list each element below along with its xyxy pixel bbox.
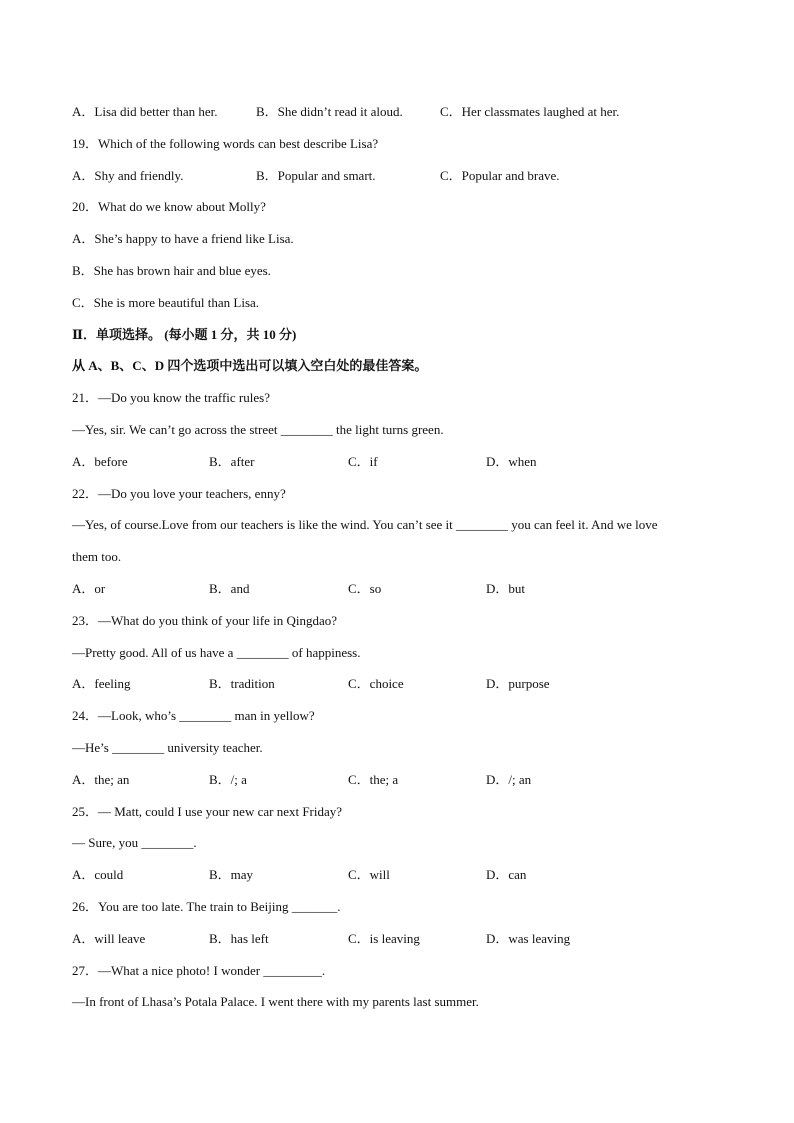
answer-option: D．can xyxy=(486,867,527,883)
answer-option: A．or xyxy=(72,580,106,596)
answer-options xyxy=(72,446,722,478)
answer-option: D．was leaving xyxy=(486,930,571,946)
answer-option: D．but xyxy=(486,580,526,596)
answer-option: B．/; a xyxy=(209,771,247,787)
question-text: C．She is more beautiful than Lisa. xyxy=(72,294,260,310)
question-text: —Yes, of course.Love from our teachers is like the wind. You can’t see it ________ you can feel it. And we love xyxy=(72,517,658,533)
answer-options xyxy=(72,923,722,955)
question-text: —He’s ________ university teacher. xyxy=(72,739,263,755)
answer-options xyxy=(72,573,722,605)
answer-option: C．Her classmates laughed at her. xyxy=(440,104,620,119)
answer-option: B．has left xyxy=(209,930,269,946)
answer-option: B．and xyxy=(209,580,250,596)
answer-option: C．so xyxy=(348,580,382,596)
answer-option: C．if xyxy=(348,453,378,469)
answer-option: D．/; an xyxy=(486,771,532,787)
question-text: 19．Which of the following words can best describe Lisa? xyxy=(72,135,379,151)
answer-option: A．Shy and friendly. xyxy=(72,167,184,183)
question-text: 20．What do we know about Molly? xyxy=(72,199,266,215)
exam-page xyxy=(72,96,722,1018)
question-text: 26．You are too late. The train to Beijing _______. xyxy=(72,898,341,914)
question-text: —In front of Lhasa’s Potala Palace. I went there with my parents last summer. xyxy=(72,994,479,1010)
answer-option: C．the; a xyxy=(348,771,399,787)
question-text: —Pretty good. All of us have a ________ of happiness. xyxy=(72,644,361,660)
answer-option: A．Lisa did better than her. xyxy=(72,104,218,119)
answer-option: B．may xyxy=(209,867,254,883)
answer-option: A．will leave xyxy=(72,930,146,946)
answer-option: C．is leaving xyxy=(348,930,420,946)
question-text: 21．—Do you know the traffic rules? xyxy=(72,390,270,406)
question-text: — Sure, you ________. xyxy=(72,835,197,851)
question-text: 25．— Matt, could I use your new car next Friday? xyxy=(72,803,343,819)
question-text: 24．—Look, who’s ________ man in yellow? xyxy=(72,708,315,724)
answer-option: D．purpose xyxy=(486,676,550,692)
answer-option: A．the; an xyxy=(72,771,130,787)
answer-option: B．She didn’t read it aloud. xyxy=(256,104,403,119)
answer-option: B．Popular and smart. xyxy=(256,167,376,183)
answer-options xyxy=(72,859,722,891)
question-text: B．She has brown hair and blue eyes. xyxy=(72,262,271,278)
question-text: —Yes, sir. We can’t go across the street ________ the light turns green. xyxy=(72,421,444,437)
section-heading: 从 A、B、C、D 四个选项中选出可以填入空白处的最佳答案。 xyxy=(72,358,428,374)
answer-options xyxy=(72,764,722,796)
answer-option: B．after xyxy=(209,453,255,469)
answer-option: B．tradition xyxy=(209,676,275,692)
question-text: 22．—Do you love your teachers, enny? xyxy=(72,485,286,501)
question-text: 27．—What a nice photo! I wonder _________. xyxy=(72,962,326,978)
question-text: 23．—What do you think of your life in Qingdao? xyxy=(72,612,338,628)
answer-options xyxy=(72,668,722,700)
answer-options xyxy=(72,96,722,128)
section-heading: Ⅱ．单项选择。 (每小题 1 分，共 10 分) xyxy=(72,326,297,342)
answer-option: A．before xyxy=(72,453,128,469)
question-text: them too. xyxy=(72,549,122,565)
answer-option: C．will xyxy=(348,867,390,883)
answer-option: D．when xyxy=(486,453,537,469)
answer-option: C．choice xyxy=(348,676,404,692)
answer-option: A．feeling xyxy=(72,676,131,692)
answer-options xyxy=(72,160,722,192)
question-text: A．She’s happy to have a friend like Lisa. xyxy=(72,231,294,247)
answer-option: C．Popular and brave. xyxy=(440,167,560,183)
answer-option: A．could xyxy=(72,867,124,883)
